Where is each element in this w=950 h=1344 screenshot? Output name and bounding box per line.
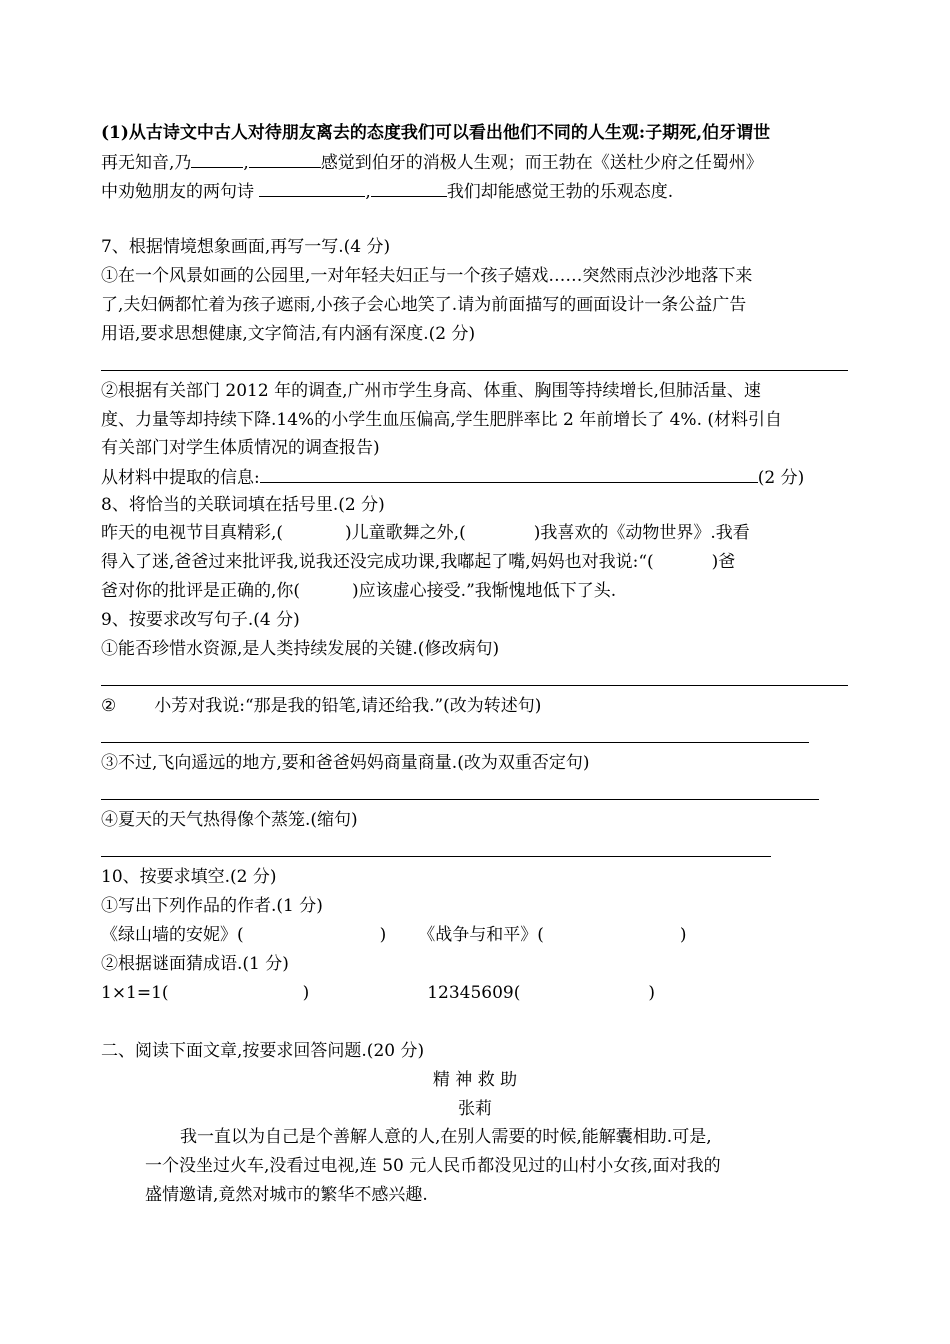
q7-p1-line-1: ①在一个风景如画的公园里,一对年轻夫妇正与一个孩子嬉戏……突然雨点沙沙地落下来 [101, 266, 753, 286]
bracket: ) [679, 925, 687, 945]
q7-title: 7、根据情境想象画面,再写一写.(4 分) [101, 237, 391, 257]
answer-line[interactable] [101, 856, 771, 857]
answer-blank[interactable] [260, 465, 758, 483]
answer-line[interactable] [101, 799, 819, 800]
q8-text: 得入了迷,爸爸过来批评我,说我还没完成功课,我嘟起了嘴,妈妈也对我说:“( [101, 552, 654, 572]
q8-title: 8、将恰当的关联词填在括号里.(2 分) [101, 495, 385, 515]
q10-sub-2: ②根据谜面猜成语.(1 分) [101, 954, 289, 974]
q9-sentence-4: ④夏天的天气热得像个蒸笼.(缩句) [101, 810, 358, 830]
riddle: 12345609( [427, 983, 521, 1003]
q8-text: )我喜欢的《动物世界》.我看 [533, 523, 750, 543]
bracket: ) [379, 925, 387, 945]
q8-line-1 [101, 522, 750, 544]
article-paragraph-line-1: 我一直以为自己是个善解人意的人,在别人需要的时候,能解囊相助.可是, [180, 1127, 712, 1147]
bracket: ) [302, 983, 310, 1003]
article-title: 精 神 救 助 [432, 1070, 518, 1090]
q6-text-3a: 中劝勉朋友的两句诗 [101, 182, 260, 202]
q8-text: 爸对你的批评是正确的,你( [101, 581, 301, 601]
work-title: 《战争与和平》( [418, 925, 544, 945]
q9-text: 小芳对我说:“那是我的铅笔,请还给我.”(改为转述句) [154, 696, 542, 716]
q10-riddle-row [101, 982, 655, 1004]
q8-text: )应该虚心接受.”我惭愧地低下了头. [352, 581, 617, 601]
q6-line-3 [101, 179, 673, 203]
q7-p2-line-4 [101, 465, 804, 489]
answer-line[interactable] [101, 742, 809, 743]
q9-number: ② [101, 696, 117, 716]
answer-blank[interactable] [371, 179, 447, 197]
score-label: (2 分) [757, 468, 805, 488]
q9-sentence-1: ①能否珍惜水资源,是人类持续发展的关键.(修改病句) [101, 639, 500, 659]
q6-line-2 [101, 150, 763, 174]
q10-works-row [101, 924, 687, 946]
q6-text-2a: 再无知音,乃 [101, 153, 192, 173]
q9-sentence-3: ③不过,飞向遥远的地方,要和爸爸妈妈商量商量.(改为双重否定句) [101, 753, 590, 773]
answer-blank[interactable] [249, 150, 321, 168]
q8-text: )儿童歌舞之外,( [345, 523, 466, 543]
q8-line-2 [101, 551, 735, 573]
extract-info-label: 从材料中提取的信息: [101, 468, 260, 488]
bracket: ) [648, 983, 656, 1003]
part2-title: 二、阅读下面文章,按要求回答问题.(20 分) [101, 1041, 425, 1061]
q6-line-1 [101, 122, 770, 144]
q6-text-3c: 我们却能感觉王勃的乐观态度. [446, 182, 674, 202]
q7-p2-line-1: ②根据有关部门 2012 年的调查,广州市学生身高、体重、胸围等持续增长,但肺活量、速 [101, 381, 761, 401]
q6-comma: , [243, 153, 249, 173]
q8-line-3 [101, 580, 616, 602]
q6-text-2c: 感觉到伯牙的消极人生观；而王勃在《送杜少府之任蜀州》 [320, 153, 763, 173]
answer-blank[interactable] [259, 179, 365, 197]
q10-title: 10、按要求填空.(2 分) [101, 867, 277, 887]
q7-p1-line-3: 用语,要求思想健康,文字简洁,有内涵有深度.(2 分) [101, 324, 476, 344]
riddle: 1×1=1( [101, 983, 169, 1003]
q6-text-1: (1)从古诗文中古人对待朋友离去的态度我们可以看出他们不同的人生观:子期死,伯牙谓世 [101, 123, 771, 143]
q7-p2-line-3: 有关部门对学生体质情况的调查报告) [101, 438, 380, 458]
q7-p1-line-2: 了,夫妇俩都忙着为孩子遮雨,小孩子会心地笑了.请为前面描写的画面设计一条公益广告 [101, 295, 747, 315]
q9-title: 9、按要求改写句子.(4 分) [101, 610, 300, 630]
q8-text: )爸 [711, 552, 736, 572]
article-paragraph-line-2: 一个没坐过火车,没看过电视,连 50 元人民币都没见过的山村小女孩,面对我的 [145, 1156, 721, 1176]
q10-sub-1: ①写出下列作品的作者.(1 分) [101, 896, 323, 916]
article-paragraph-line-3: 盛情邀请,竟然对城市的繁华不感兴趣. [145, 1185, 428, 1205]
answer-line[interactable] [101, 685, 848, 686]
article-author: 张莉 [458, 1099, 492, 1119]
q9-sentence-2 [101, 695, 541, 717]
q8-text: 昨天的电视节目真精彩,( [101, 523, 284, 543]
q6-comma: , [365, 182, 371, 202]
answer-blank[interactable] [191, 150, 243, 168]
answer-line[interactable] [101, 370, 848, 371]
work-title: 《绿山墙的安妮》( [101, 925, 244, 945]
q7-p2-line-2: 度、力量等却持续下降.14%的小学生血压偏高,学生肥胖率比 2 年前增长了 4%. (材料引自 [101, 410, 783, 430]
